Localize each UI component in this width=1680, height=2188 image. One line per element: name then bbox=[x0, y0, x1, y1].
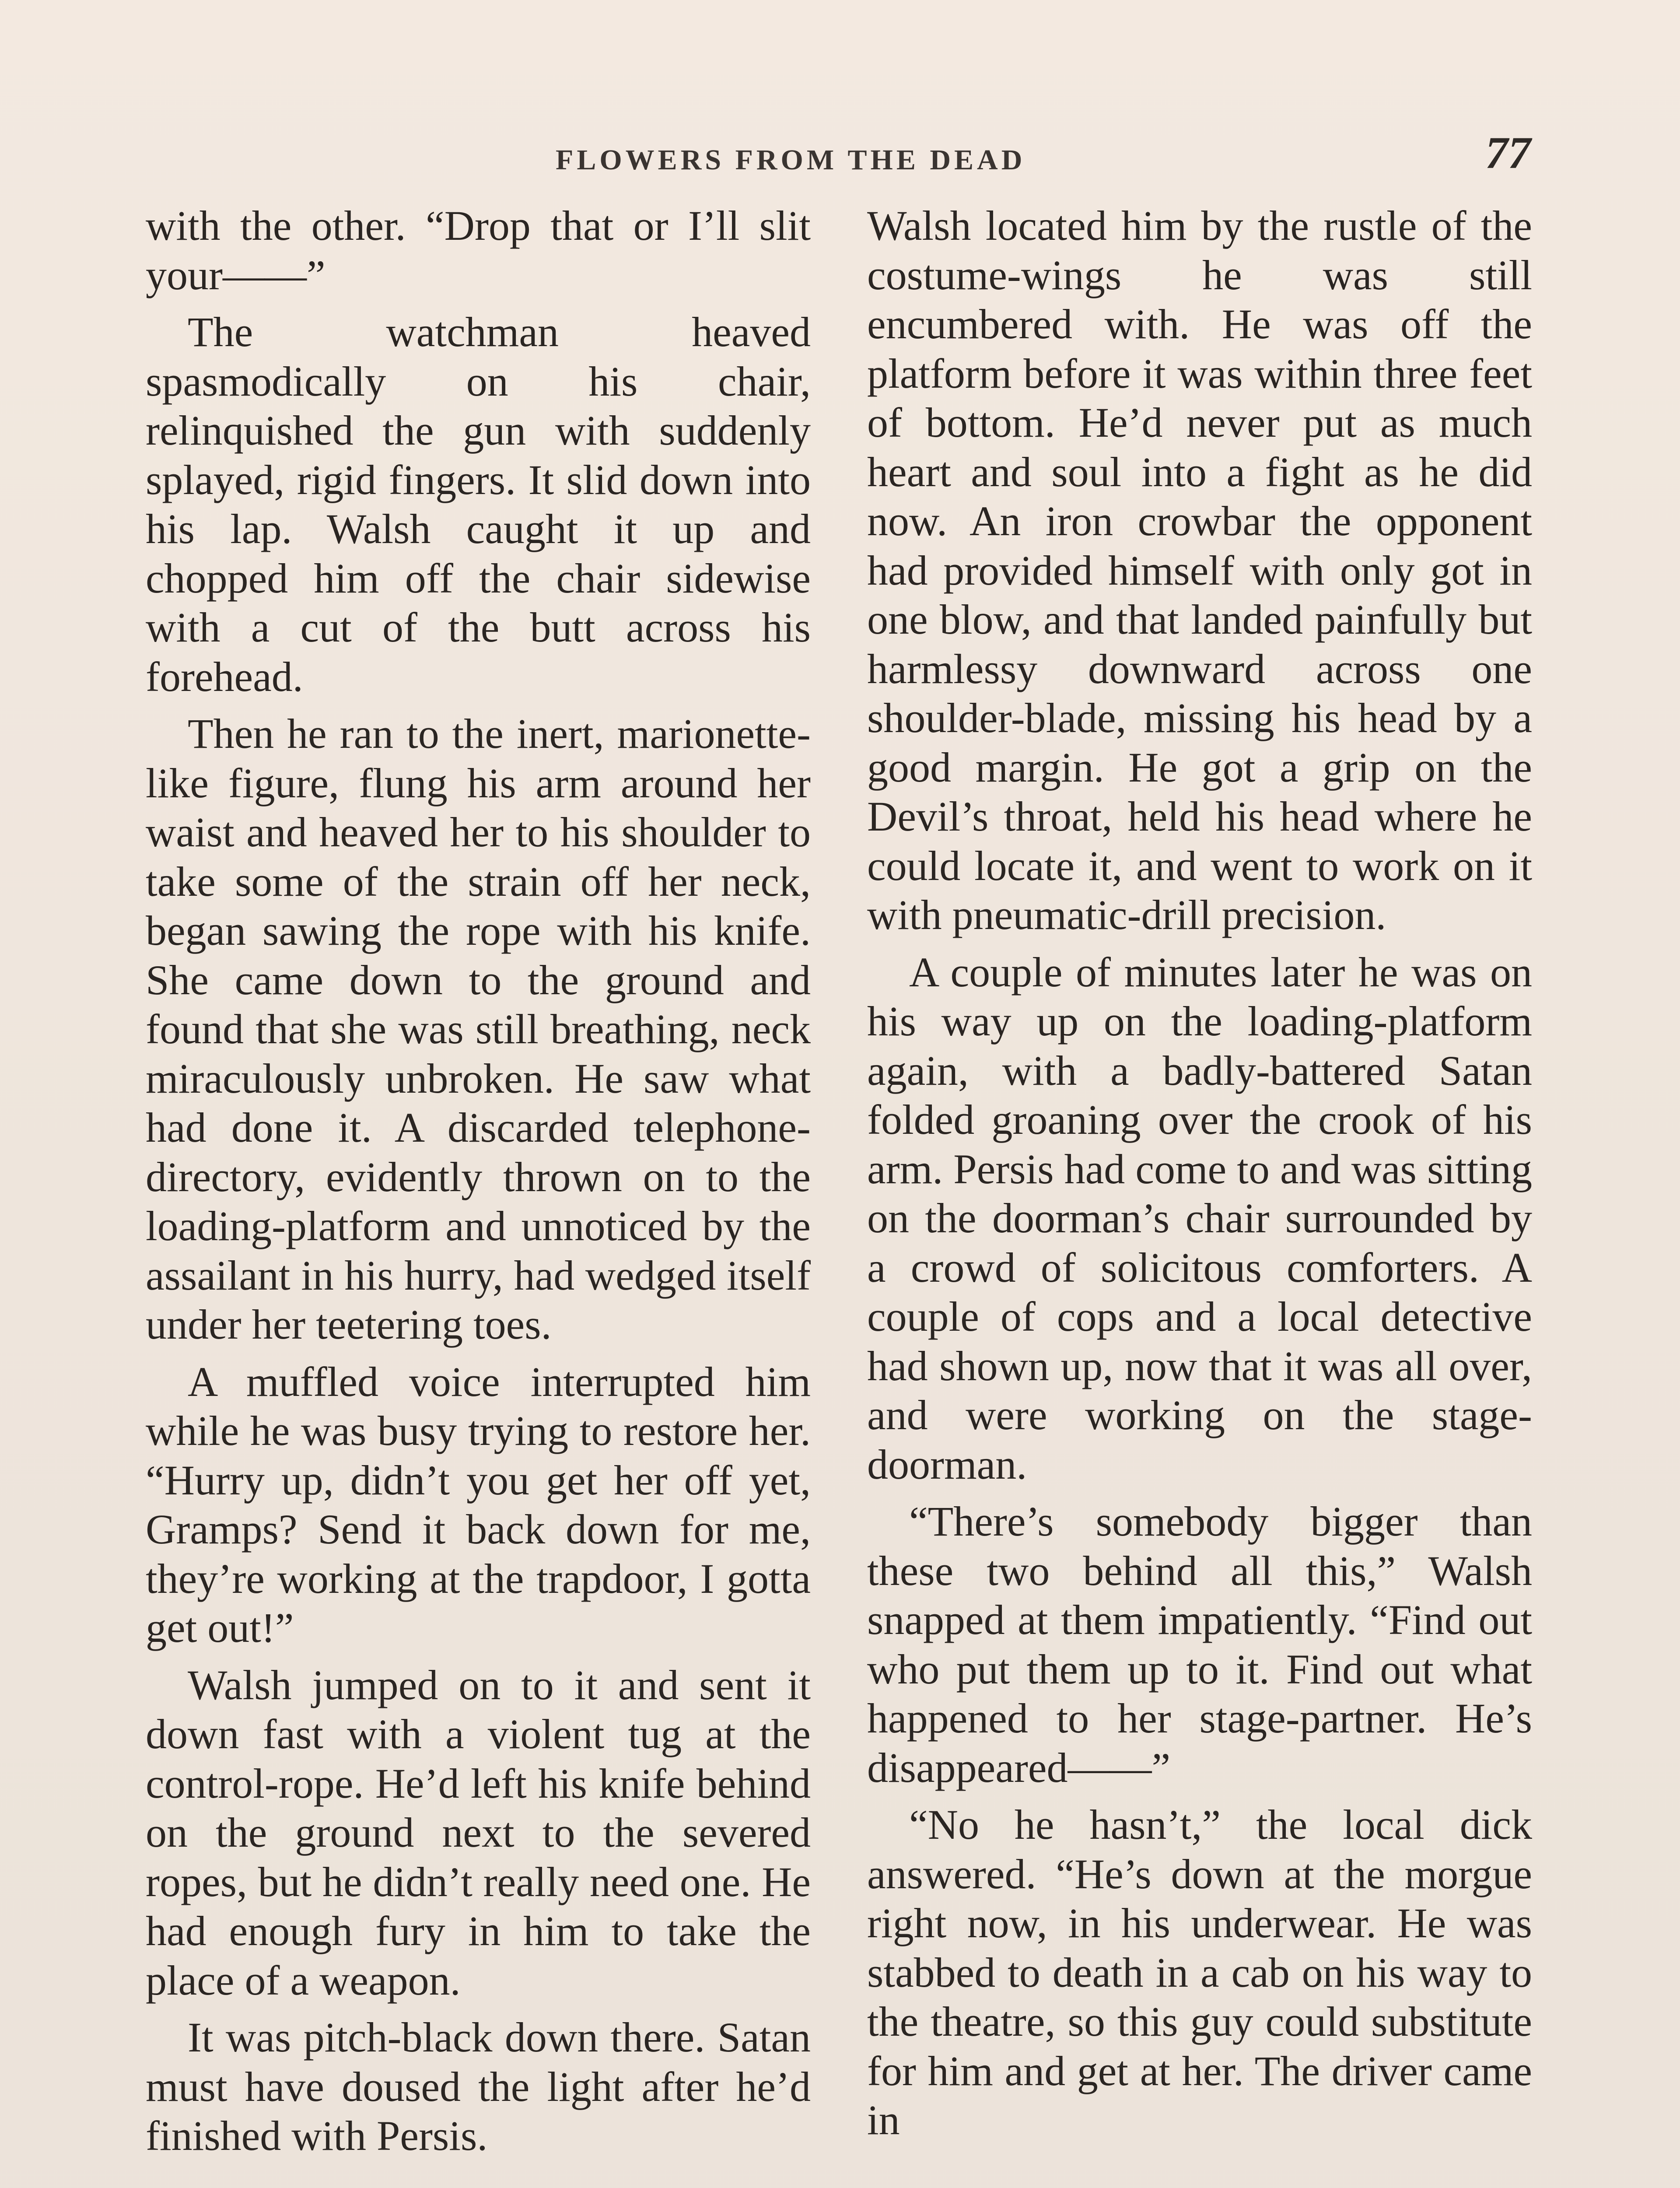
paragraph: Walsh located him by the rustle of the costume-wings he was still encumbered with. He was off the platform before it was within three feet of bottom. He’d never put as much heart and soul into a fight as he did now. An iron crowbar the opponent had provided himself with only got in one blow, and that landed painfully but harmlessy downward across one shoulder-blade, missing his head by a good margin. He got a grip on the Devil’s throat, held his head where he could locate it, and went to work on it with pneumatic-drill precision. bbox=[867, 202, 1532, 938]
left-text-column bbox=[146, 201, 811, 2169]
paragraph: The watchman heaved spasmodically on his chair, relinquished the gun with suddenly splayed, rigid fingers. It slid down into his lap. Walsh caught it up and chopped him off the chair sidewise with a cut of the butt across his forehead. bbox=[146, 309, 811, 700]
paragraph: “No he hasn’t,” the local dick answered. “He’s down at the morgue right now, in his underwear. He was stabbed to death in a cab on his way to the theatre, so this guy could substitute for him and get at her. The driver came in bbox=[867, 1801, 1532, 2143]
page-number: 77 bbox=[1485, 128, 1531, 178]
paragraph: A muffled voice interrupted him while he was busy trying to restore her. “Hurry up, didn’t you get her off yet, Gramps? Send it back down for me, they’re working at the trapdoor, I gotta get out!” bbox=[146, 1358, 811, 1651]
right-text-column bbox=[867, 201, 1532, 2153]
paragraph: Walsh jumped on to it and sent it down fast with a violent tug at the control-rope. He’d left his knife behind on the ground next to the severed ropes, but he didn’t really need one. He had enough fury in him to take the place of a weapon. bbox=[146, 1661, 811, 2004]
paragraph: It was pitch-black down there. Satan must have doused the light after he’d finished with Persis. bbox=[146, 2014, 811, 2159]
paragraph: Then he ran to the inert, marionette-like figure, flung his arm around her waist and heaved her to his shoulder to take some of the strain off her neck, began sawing the rope with his knife. She came down to the ground and found that she was still breathing, neck miraculously unbroken. He saw what had done it. A discarded telephone-directory, evidently thrown on to the loading-platform and unnoticed by the assailant in his hurry, had wedged itself under her teetering toes. bbox=[146, 710, 811, 1348]
paragraph: “There’s somebody bigger than these two behind all this,” Walsh snapped at them impatiently. “Find out who put them up to it. Find out what happened to her stage-partner. He’s disappeared——” bbox=[867, 1498, 1532, 1791]
running-head-title: FLOWERS FROM THE DEAD bbox=[556, 144, 1026, 176]
paragraph: with the other. “Drop that or I’ll slit your——” bbox=[146, 202, 811, 298]
paragraph: A couple of minutes later he was on his way up on the loading-platform again, with a badly-battered Satan folded groaning over the crook of his arm. Persis had come to and was sitting on the doorman’s chair surrounded by a crowd of solicitous comforters. A couple of cops and a local detective had shown up, now that it was all over, and were working on the stage-doorman. bbox=[867, 948, 1532, 1488]
